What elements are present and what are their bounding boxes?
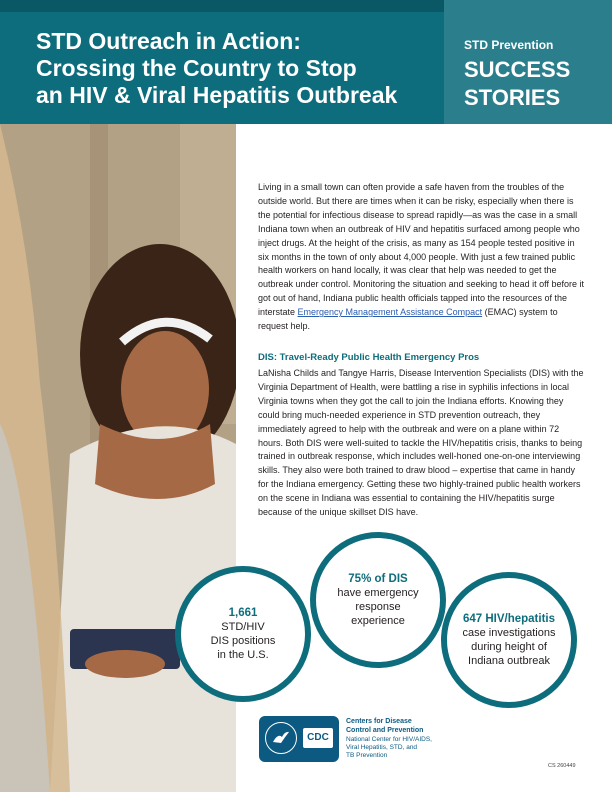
org-sub-line-1: National Center for HIV/AIDS, <box>346 736 432 743</box>
header-topline <box>0 0 444 12</box>
stat-line: case investigations <box>462 627 556 639</box>
photo-woman-with-clipboard <box>0 124 236 792</box>
stat-circle-dis-positions <box>175 566 311 702</box>
cdc-logo <box>259 716 339 762</box>
tab-big-line-2: STORIES <box>464 85 561 110</box>
section-heading: DIS: Travel-Ready Public Health Emergency Pros <box>258 352 480 363</box>
title-line-3: an HIV & Viral Hepatitis Outbreak <box>36 82 398 108</box>
title-line-1: STD Outreach in Action: <box>36 28 301 54</box>
org-subdivision <box>346 736 432 760</box>
intro-text-after-link: (EMAC) system to request help. <box>258 307 558 332</box>
stat-line: have emergency <box>337 587 419 599</box>
org-name <box>346 718 423 735</box>
hhs-seal-icon <box>265 722 297 754</box>
stat-value: 75% of DIS <box>348 573 408 585</box>
stat-line: in the U.S. <box>217 649 269 661</box>
cdc-wordmark: CDC <box>303 728 333 748</box>
org-name-line-2: Control and Prevention <box>346 726 424 734</box>
intro-paragraph <box>258 181 586 334</box>
stat-line: STD/HIV <box>221 621 265 633</box>
hhs-eagle-icon <box>266 723 295 752</box>
stat-value: 1,661 <box>228 607 258 619</box>
tab-big-line-1: SUCCESS <box>464 57 571 82</box>
stat-circle-emergency-experience <box>310 532 446 668</box>
page-title <box>36 28 436 109</box>
stat-value: 647 HIV/hepatitis <box>462 613 556 625</box>
stat-line: response <box>355 601 401 613</box>
tab-big-text <box>464 56 570 112</box>
section-paragraph: LaNisha Childs and Tangye Harris, Disease Intervention Specialists (DIS) with the Virginia Department of Health, were battling a rise in syphilis infections in local Virginia towns when they got the call to join the Indiana efforts. Knowing they could bring much-needed experience in STD prevention outreach, they immediately agreed to help with the outbreak and were on a plane within 72 hours. Both DIS were well-suited to tackle the HIV/hepatitis crisis, thanks to being trained in outbreak response, which includes well-honed one-on-one interviewing skills. They also were both trained to draw blood – expertise that came in handy for the Indiana emergency. Getting these two highly-trained public health workers on the scene in Indiana was essential to containing the HIV/hepatitis surge because of the unique skillset DIS have. <box>258 368 584 518</box>
org-sub-line-3: TB Prevention <box>346 752 388 759</box>
org-sub-line-2: Viral Hepatitis, STD, and <box>346 744 418 751</box>
stat-line: DIS positions <box>210 635 276 647</box>
org-name-line-1: Centers for Disease <box>346 718 412 725</box>
document-code: CS 260449 <box>548 763 576 769</box>
stat-line: Indiana outbreak <box>468 655 550 667</box>
photo-illustration <box>0 124 236 792</box>
tab-label: STD Prevention <box>464 38 554 52</box>
stat-line: experience <box>351 615 405 627</box>
emac-link[interactable]: Emergency Management Assistance Compact <box>297 307 483 318</box>
intro-text-before-link: Living in a small town can often provide a safe haven from the troubles of the outside world. But there are times when it can be risky, especially when there is the potential for infectious disease to spread rapidly—as was the case in a small Indiana town when an outbreak of HIV and hepatitis surfaced among people who inject drugs. At the height of the crisis, as many as 154 people tested positive in six months in the town of only about 4,000 people. With just a few trained public health workers on hand locally, it was clear that help was needed to get the outbreak under control. Monitoring the situation and seeking to head it off before it got out of hand, Indiana public health officials tapped into the resources of the interstate <box>258 182 585 318</box>
stat-circle-case-investigations <box>441 572 577 708</box>
stat-line: during height of <box>471 641 547 653</box>
title-line-2: Crossing the Country to Stop <box>36 55 357 81</box>
